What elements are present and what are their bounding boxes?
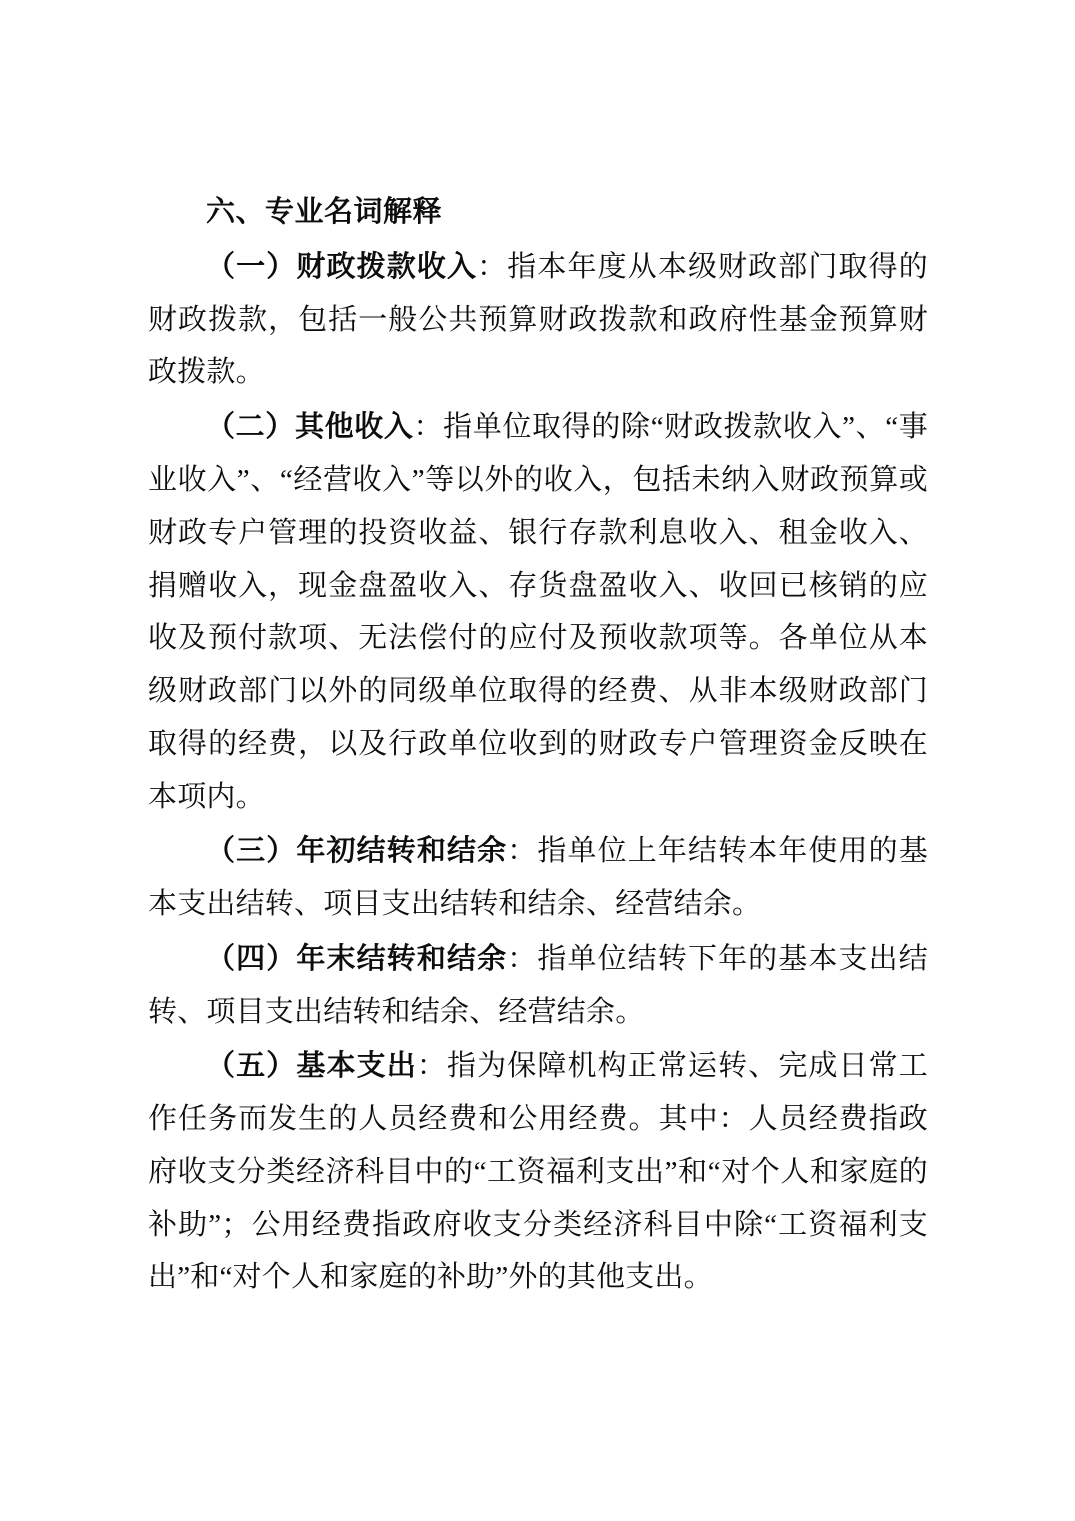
- paragraph-1-lead: （一）财政拨款收入: [206, 250, 478, 283]
- section-heading: 六、专业名词解释: [206, 196, 443, 228]
- paragraph-3-lead: （三）年初结转和结余: [206, 835, 508, 868]
- paragraph-5-lead: （五）基本支出: [206, 1050, 417, 1083]
- paragraph-5: [148, 1040, 928, 1304]
- paragraph-3-text: ：指单位上年结转本年使用的基本支出结转、项目支出结转和结余、经营结余。: [148, 835, 928, 921]
- paragraph-5-text: ：指为保障机构正常运转、完成日常工作任务而发生的人员经费和公用经费。其中：人员经费指政府收支分类经济科目中的“工资福利支出”和“对个人和家庭的补助”；公用经费指政府收支分类经济科目中除“工资福利支出”和“对个人和家庭的补助”外的其他支出。: [148, 1050, 928, 1294]
- paragraph-4-text: ：指单位结转下年的基本支出结转、项目支出结转和结余、经营结余。: [148, 942, 928, 1028]
- paragraph-3: [148, 825, 928, 931]
- paragraph-2: [148, 401, 928, 823]
- document-body: [148, 190, 928, 1304]
- paragraph-2-text: ：指单位取得的除“财政拨款收入”、“事业收入”、“经营收入”等以外的收入，包括未纳入财政预算或财政专户管理的投资收益、银行存款利息收入、租金收入、捐赠收入，现金盘盈收入、存货盘盈收入、收回已核销的应收及预付款项、无法偿付的应付及预收款项等。各单位从本级财政部门以外的同级单位取得的经费、从非本级财政部门取得的经费，以及行政单位收到的财政专户管理资金反映在本项内。: [148, 411, 928, 813]
- paragraph-4-lead: （四）年末结转和结余: [206, 942, 508, 975]
- paragraph-4: [148, 933, 928, 1039]
- paragraph-1: [148, 241, 928, 399]
- paragraph-1-text: ：指本年度从本级财政部门取得的财政拨款，包括一般公共预算财政拨款和政府性基金预算财政拨款。: [148, 250, 928, 389]
- paragraph-2-lead: （二）其他收入: [206, 411, 414, 444]
